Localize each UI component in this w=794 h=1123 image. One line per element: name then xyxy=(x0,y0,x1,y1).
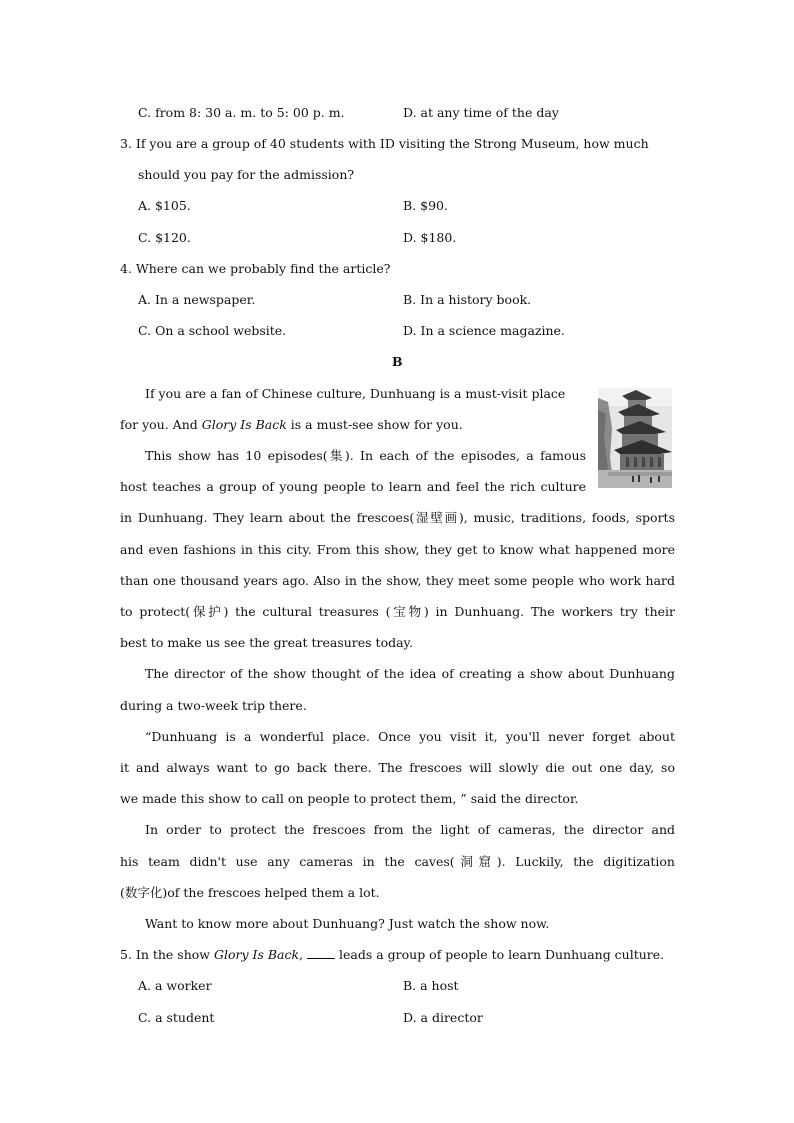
p4-line3: we made this show to call on people to protect them, ” said the director. xyxy=(120,791,579,806)
q3-option-a: A. $105. xyxy=(138,198,191,213)
answer-blank xyxy=(307,948,335,959)
p4-line1: “Dunhuang is a wonderful place. Once you visit it, you'll never forget about xyxy=(145,729,675,744)
p5-line2: his team didn't use any cameras in the caves(洞窟). Luckily, the digitization xyxy=(120,854,675,869)
p2-line7: best to make us see the great treasures today. xyxy=(120,635,413,650)
q3-option-d: D. $180. xyxy=(403,230,457,245)
q4-option-a: A. In a newspaper. xyxy=(138,292,256,307)
q5-option-b: B. a host xyxy=(403,978,459,993)
p2-line5: than one thousand years ago. Also in the show, they meet some people who work hard xyxy=(120,573,675,588)
p5-line3: (数字化)of the frescoes helped them a lot. xyxy=(120,885,380,900)
p2-line4: and even fashions in this city. From this show, they get to know what happened more xyxy=(120,542,675,557)
q4-option-b: B. In a history book. xyxy=(403,292,532,307)
q5-option-a: A. a worker xyxy=(138,978,212,993)
q4-option-d: D. In a science magazine. xyxy=(403,323,565,338)
q3-option-b: B. $90. xyxy=(403,198,448,213)
p5-line1: In order to protect the frescoes from the light of cameras, the director and xyxy=(145,822,675,837)
q2-option-c: C. from 8: 30 a. m. to 5: 00 p. m. xyxy=(138,105,345,120)
section-heading: B xyxy=(392,354,403,369)
q5-option-c: C. a student xyxy=(138,1010,215,1025)
q3-stem-line2: should you pay for the admission? xyxy=(138,167,355,182)
q3-stem-line1: 3. If you are a group of 40 students with ID visiting the Strong Museum, how much xyxy=(120,136,649,151)
q2-option-d: D. at any time of the day xyxy=(403,105,559,120)
p2-line2: host teaches a group of young people to learn and feel the rich culture xyxy=(120,479,586,494)
p1-line1: If you are a fan of Chinese culture, Dunhuang is a must-visit place xyxy=(145,386,566,401)
q5-show-title: Glory Is Back, xyxy=(213,947,304,962)
q4-option-c: C. On a school website. xyxy=(138,323,287,338)
p2-line6: to protect(保护) the cultural treasures (宝物) in Dunhuang. The workers try their xyxy=(120,604,675,619)
q5-option-d: D. a director xyxy=(403,1010,483,1025)
p3-line2: during a two-week trip there. xyxy=(120,698,307,713)
p2-line3: in Dunhuang. They learn about the frescoes(湿壁画), music, traditions, foods, sports xyxy=(120,510,675,525)
q3-option-c: C. $120. xyxy=(138,230,191,245)
p2-line1: This show has 10 episodes(集). In each of the episodes, a famous xyxy=(145,448,586,463)
p1-line2: for you. And Glory Is Back is a must-see show for you. xyxy=(120,417,463,432)
p6-line1: Want to know more about Dunhuang? Just watch the show now. xyxy=(145,916,550,931)
show-title: Glory Is Back xyxy=(201,417,287,432)
q4-stem: 4. Where can we probably find the article? xyxy=(120,261,391,276)
p4-line2: it and always want to go back there. The frescoes will slowly die out one day, so xyxy=(120,760,675,775)
dunhuang-photo xyxy=(598,388,672,488)
q5-stem: 5. In the show Glory Is Back, leads a group of people to learn Dunhuang culture. xyxy=(120,947,665,962)
p3-line1: The director of the show thought of the idea of creating a show about Dunhuang xyxy=(145,666,675,681)
